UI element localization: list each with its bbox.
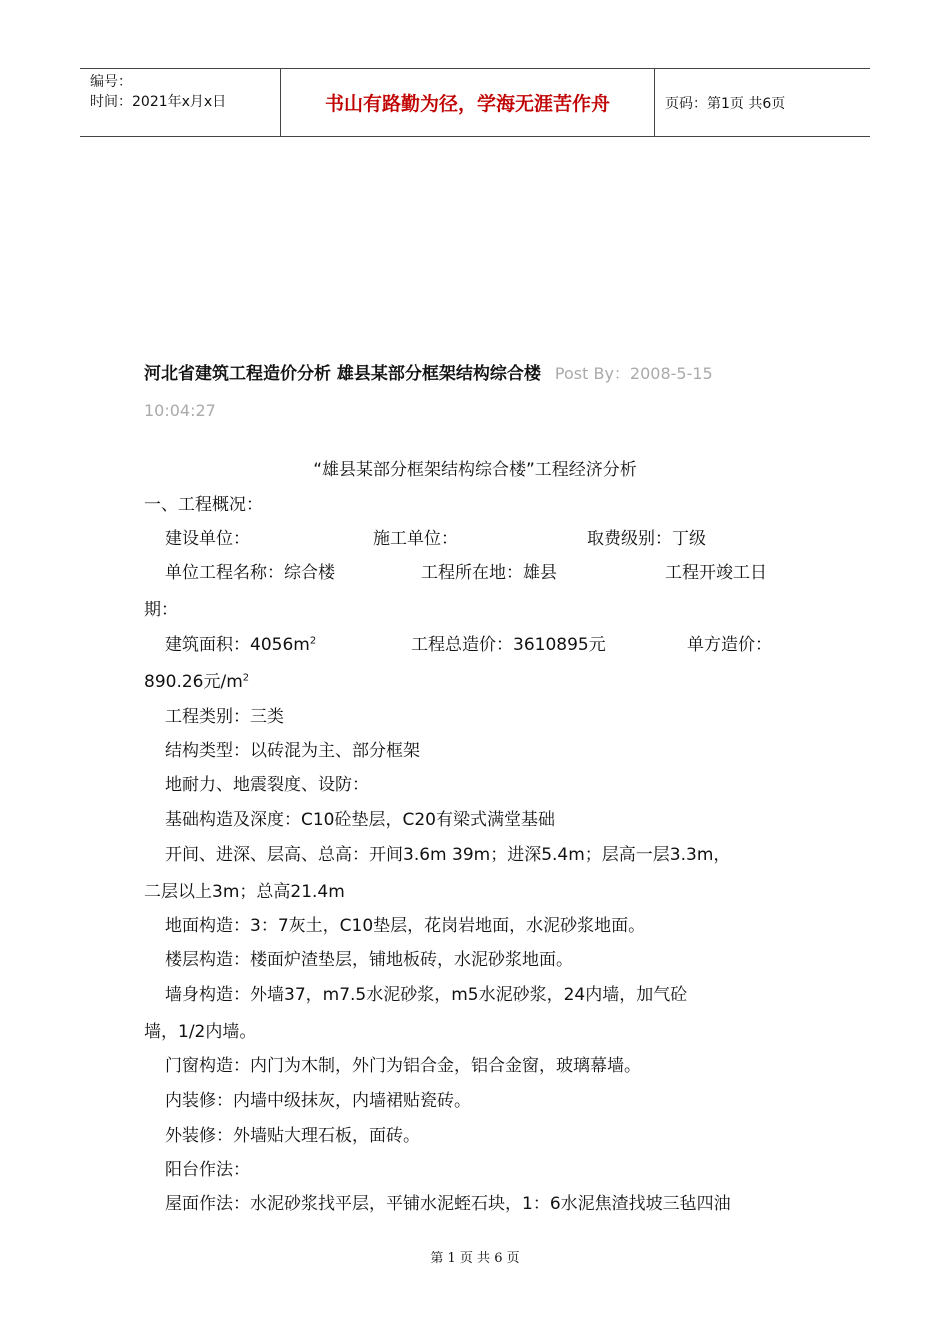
title-text: 河北省建筑工程造价分析 雄县某部分框架结构综合楼: [144, 364, 541, 384]
ground-construction: 地面构造：3：7灰土，C10垫层，花岗岩地面，水泥砂浆地面。: [165, 916, 646, 936]
balcony-method: 阳台作法：: [165, 1160, 250, 1180]
foundation-info: 基础构造及深度：C10砼垫层，C20有梁式满堂基础: [165, 810, 556, 830]
door-window-construction: 门窗构造：内门为木制，外门为铝合金，铝合金窗，玻璃幕墙。: [165, 1056, 641, 1076]
fee-level: 取费级别：丁级: [587, 529, 706, 549]
price-unit-sup: 2: [242, 672, 250, 684]
header-motto: 书山有路勤为径，学海无涯苦作舟: [280, 69, 655, 136]
page-header: [80, 68, 870, 137]
roof-method: 屋面作法：水泥砂浆找平层，平铺水泥蛭石块，1：6水泥焦渣找坡三毡四油: [165, 1194, 731, 1214]
article-title: [144, 362, 804, 386]
unit-price-label: 单方造价：: [687, 635, 772, 655]
document-subtitle: “雄县某部分框架结构综合楼”工程经济分析: [313, 460, 637, 480]
total-cost: 工程总造价：3610895元: [411, 635, 606, 655]
build-unit: 建设单位：: [165, 529, 250, 549]
dimensions-info: 开间、进深、层高、总高：开间3.6m 39m；进深5.4m；层高一层3.3m，: [165, 845, 731, 865]
header-page-info: 页码：第1页 共6页: [665, 95, 786, 112]
number-label: 编号：: [90, 74, 132, 90]
page-footer: 第 1 页 共 6 页: [430, 1251, 520, 1266]
building-area-text: 建筑面积：4056m: [165, 635, 310, 655]
unit-price-text: 890.26元/m: [144, 672, 243, 692]
unit-price-value: [144, 667, 249, 692]
construct-unit: 施工单位：: [373, 529, 458, 549]
dimensions-cont: 二层以上3m；总高21.4m: [144, 882, 345, 902]
exterior-finish: 外装修：外墙贴大理石板，面砖。: [165, 1126, 420, 1146]
wall-construction-cont: 墙，1/2内墙。: [144, 1022, 257, 1042]
time-label: 时间：2021年x月x日: [90, 94, 227, 110]
floor-construction: 楼层构造：楼面炉渣垫层，铺地板砖，水泥砂浆地面。: [165, 950, 573, 970]
structure-type: 结构类型：以砖混为主、部分框架: [165, 741, 420, 761]
project-location: 工程所在地：雄县: [421, 563, 557, 583]
project-category: 工程类别：三类: [165, 707, 284, 727]
wall-construction: 墙身构造：外墙37，m7.5水泥砂浆，m5水泥砂浆，24内墙，加气砼: [165, 985, 688, 1005]
building-area: [165, 630, 316, 655]
project-date-cont: 期：: [144, 600, 178, 620]
project-date-label: 工程开竣工日: [665, 563, 767, 583]
post-time: 10:04:27: [144, 401, 216, 420]
post-by: Post By：2008-5-15: [554, 364, 713, 383]
seismic-info: 地耐力、地震裂度、设防：: [165, 775, 369, 795]
project-name: 单位工程名称：综合楼: [165, 563, 335, 583]
section-heading: 一、工程概况：: [144, 495, 263, 515]
area-unit-sup: 2: [309, 635, 317, 647]
header-left: [80, 69, 280, 136]
interior-finish: 内装修：内墙中级抹灰，内墙裙贴瓷砖。: [165, 1091, 471, 1111]
